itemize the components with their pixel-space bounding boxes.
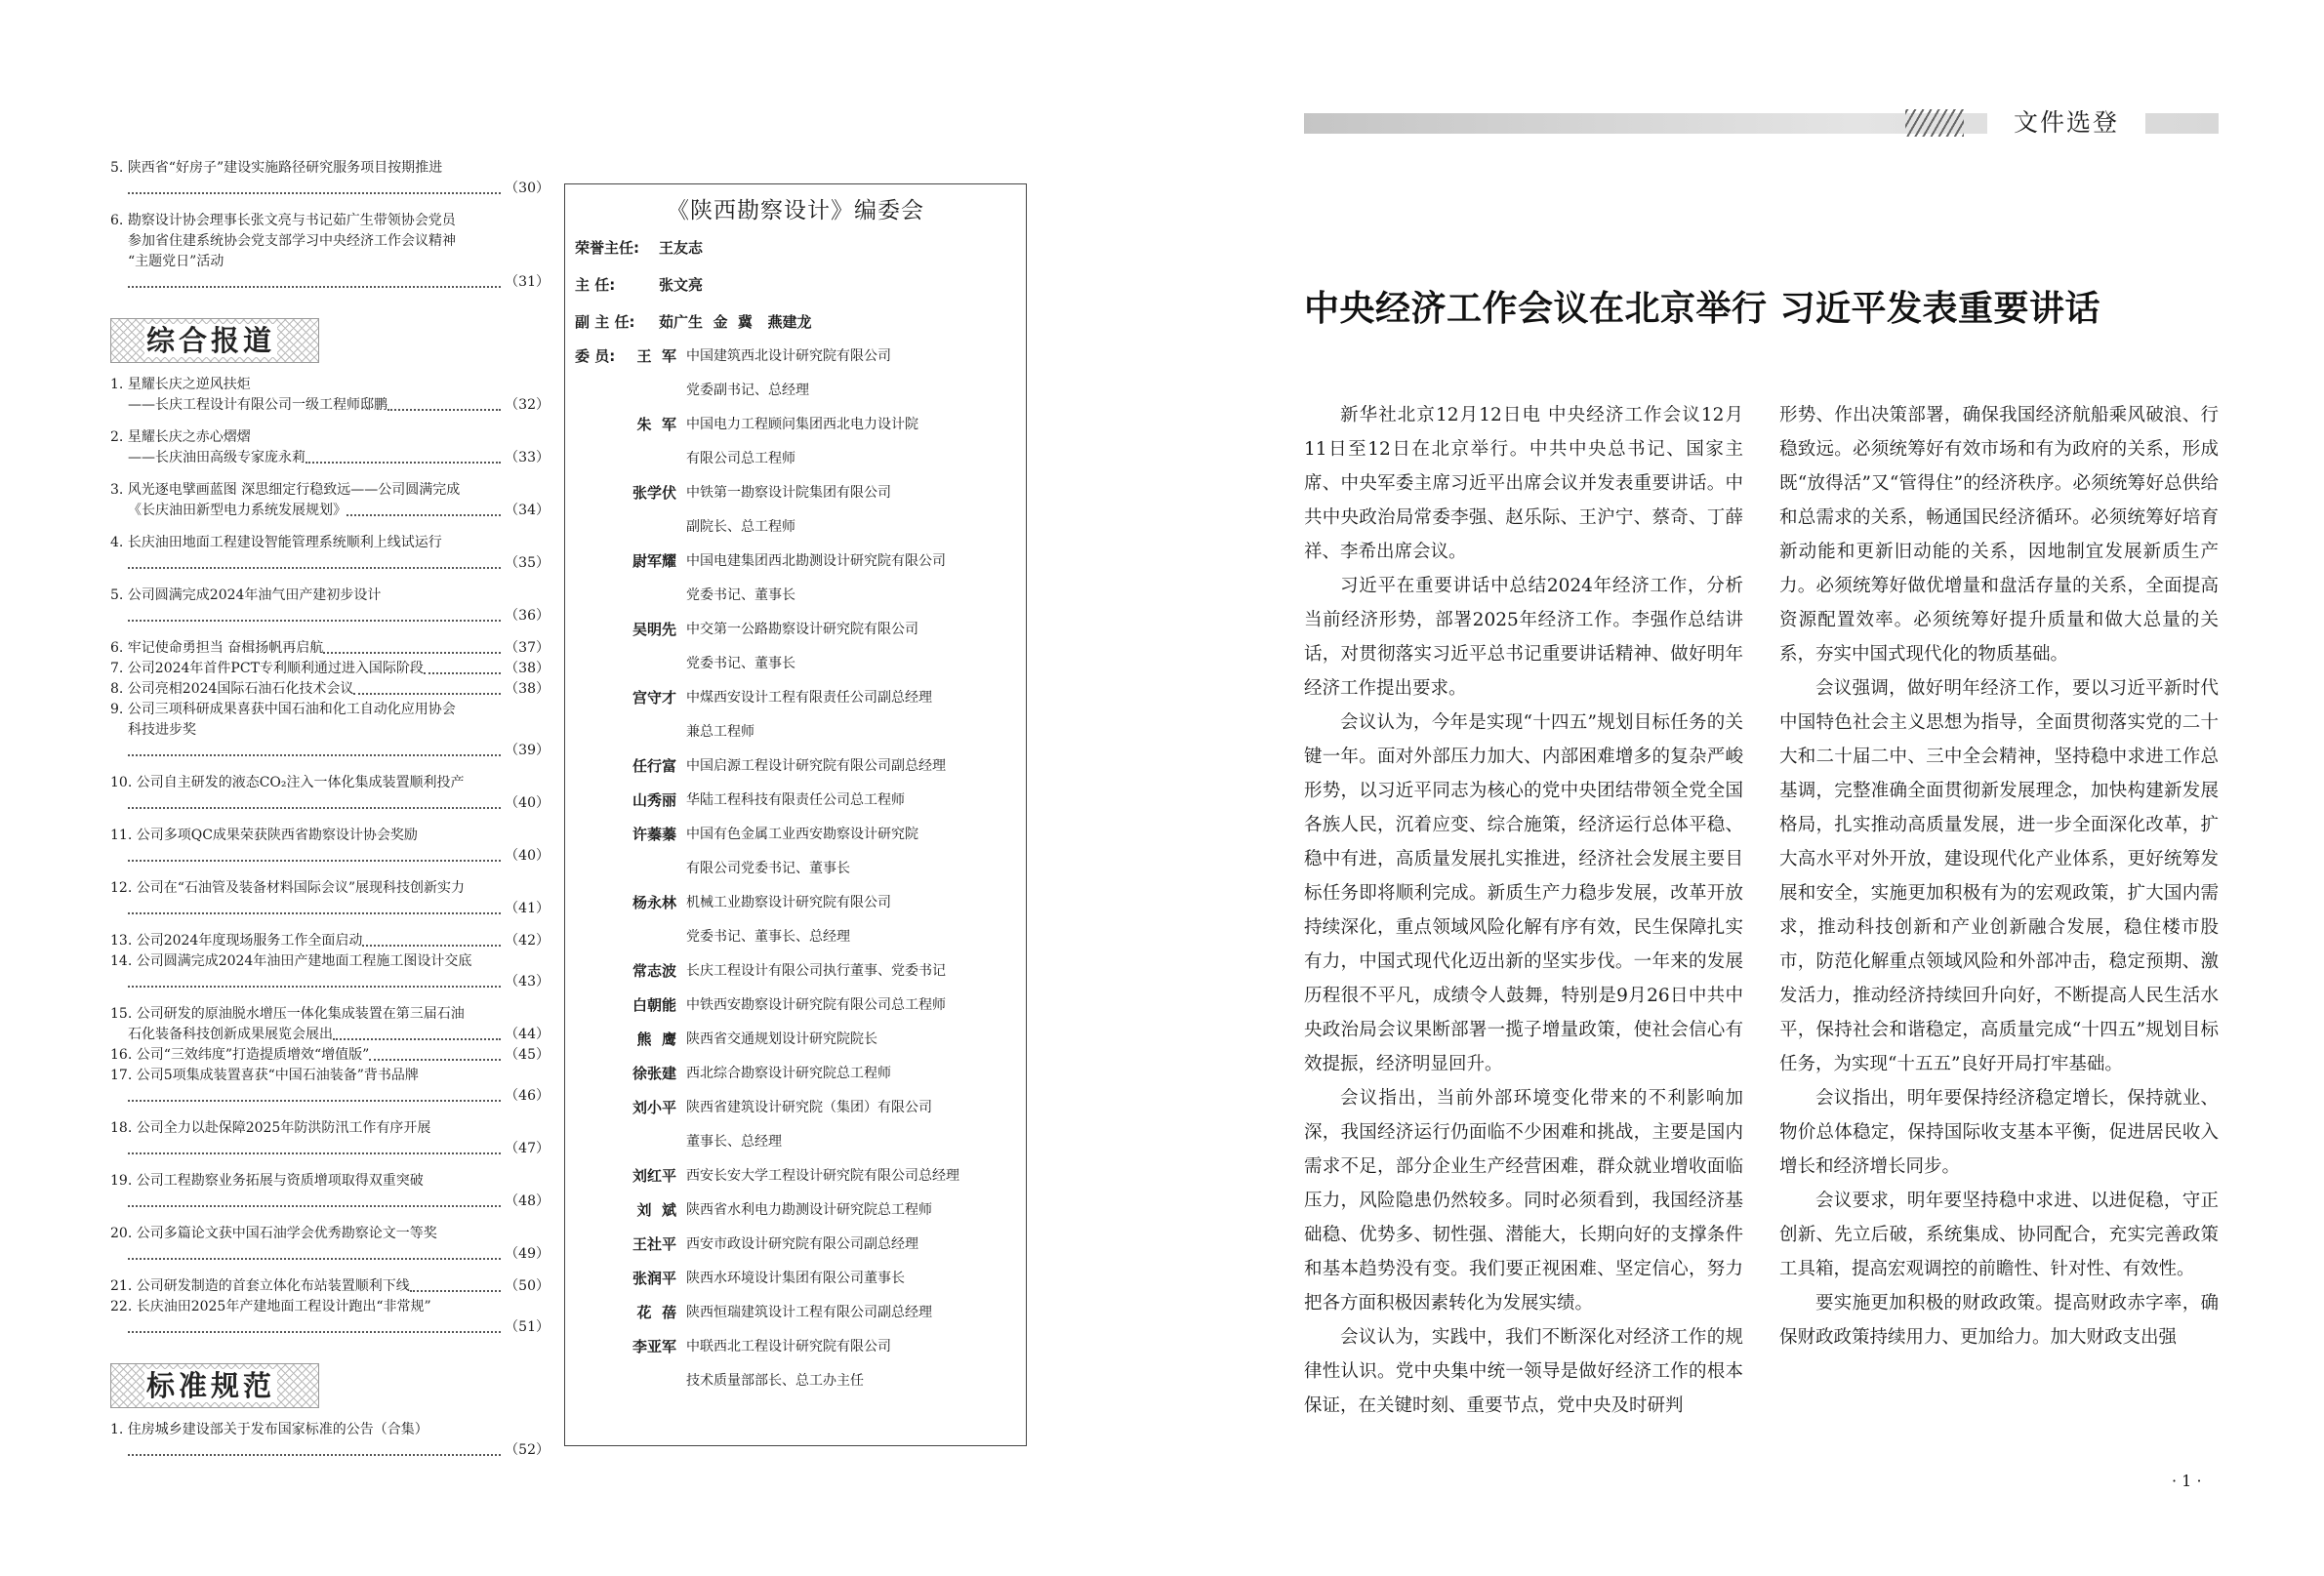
- member-name: 吴明先: [632, 621, 676, 638]
- toc-page-number: （32）: [505, 397, 550, 413]
- toc-page-number: （45）: [505, 1047, 550, 1063]
- dot-leader: [323, 651, 501, 654]
- board-member: [604, 1091, 1026, 1159]
- toc-entry: [110, 211, 550, 293]
- member-name: 刘小平: [632, 1099, 676, 1116]
- table-of-contents: [110, 158, 550, 1473]
- member-affiliation: 西安长安大学工程设计研究院有限公司总经理: [686, 1168, 959, 1184]
- person-name: 张文亮: [659, 276, 704, 294]
- board-member: [604, 1023, 1026, 1057]
- toc-entry-title: 19. 公司工程勘察业务拓展与资质增项取得双重突破: [110, 1173, 424, 1189]
- toc-entry-title: 1. 住房城乡建设部关于发布国家标准的公告（合集）: [110, 1422, 428, 1437]
- member-affiliation: 董事长、总经理: [686, 1134, 782, 1150]
- board-member: [604, 681, 1026, 749]
- dot-leader: [387, 408, 501, 411]
- toc-entry-title: 9. 公司三项科研成果喜获中国石油和化工自动化应用协会: [110, 702, 456, 717]
- board-member: [604, 340, 1026, 408]
- article-column-left: [1304, 398, 1743, 1423]
- toc-entry-row: [110, 846, 550, 867]
- board-member: [604, 1193, 1026, 1228]
- toc-entry-subtitle: ——长庆油田高级专家庞永莉: [128, 450, 306, 465]
- toc-entry-title: 参加省住建系统协会党支部学习中央经济工作会议精神: [128, 233, 456, 249]
- toc-entry-row: [110, 1276, 550, 1297]
- dot-leader: [128, 1330, 501, 1333]
- toc-entry-row: [110, 931, 550, 951]
- toc-entry-row: [110, 448, 550, 468]
- toc-entry-row: [110, 395, 550, 416]
- member-affiliation: 华陆工程科技有限责任公司总工程师: [686, 792, 905, 808]
- member-name: 熊 鹰: [636, 1030, 676, 1048]
- section-label: 文件选登: [1987, 105, 2145, 141]
- toc-entry-title: 21. 公司研发制造的首套立体化布站装置顺利下线: [110, 1278, 410, 1294]
- board-member: [604, 954, 1026, 989]
- paragraph: 会议认为，实践中，我们不断深化对经济工作的规律性认识。党中央集中统一领导是做好经济工作的根本保证，在关键时刻、重要节点，党中央及时研判: [1304, 1327, 1743, 1416]
- toc-entry-title: 石化装备科技创新成果展览会展出: [128, 1027, 333, 1042]
- member-affiliation: 陕西省交通规划设计研究院院长: [686, 1031, 877, 1047]
- toc-page-number: （46）: [505, 1088, 550, 1104]
- toc-entry-row: [110, 606, 550, 626]
- member-name: 花 蓓: [636, 1304, 676, 1321]
- member-name: 王 军: [636, 347, 676, 365]
- toc-entry: [110, 878, 550, 919]
- toc-page-number: （30）: [505, 181, 550, 196]
- member-name: 张学伏: [632, 484, 676, 502]
- toc-entry-title: 4. 长庆油田地面工程建设智能管理系统顺利上线试运行: [110, 535, 442, 550]
- member-affiliation: 有限公司总工程师: [686, 451, 795, 466]
- paragraph: 新华社北京12月12日电 中央经济工作会议12月11日至12日在北京举行。中共中央总书记、国家主席、中央军委主席习近平出席会议并发表重要讲话。中共中央政治局常委李强、赵乐际、王沪宁、蔡奇、丁薛祥、李希出席会议。: [1304, 405, 1743, 562]
- member-name: 尉军耀: [632, 552, 676, 570]
- member-name: 山秀丽: [632, 791, 676, 809]
- section-title: 标准规范: [146, 1369, 276, 1402]
- paragraph: 会议要求，明年要坚持稳中求进、以进促稳，守正创新、先立后破，系统集成、协同配合，充实完善政策工具箱，提高宏观调控的前瞻性、针对性、有效性。: [1779, 1191, 2219, 1279]
- toc-entry: [110, 1297, 550, 1338]
- toc-entry-row: [110, 501, 550, 521]
- board-member: [604, 749, 1026, 784]
- role-label: 荣誉主任:: [575, 239, 639, 257]
- toc-top-items: [110, 158, 550, 304]
- toc-entry-row: [110, 272, 550, 293]
- member-affiliation: 机械工业勘察设计研究院有限公司: [686, 895, 891, 910]
- toc-entry: [110, 773, 550, 814]
- member-affiliation: 中煤西安设计工程有限责任公司副总经理: [686, 690, 932, 706]
- paragraph: 会议强调，做好明年经济工作，要以习近平新时代中国特色社会主义思想为指导，全面贯彻落实党的二十大和二十届二中、三中全会精神，坚持稳中求进工作总基调，完整准确全面贯彻新发展理念，加快构建新发展格局，扎实推动高质量发展，进一步全面深化改革，扩大高水平对外开放，建设现代化产业体系，更好统筹发展和安全，实施更加积极有为的宏观政策，扩大国内需求，推动科技创新和产业创新融合发展，稳住楼市股市，防范化解重点领域风险和外部冲击，稳定预期、激发活力，推动经济持续回升向好，不断提高人民生活水平，保持社会和谐稳定，高质量完成“十四五”规划目标任务，为实现“十五五”良好开局打牢基础。: [1779, 678, 2219, 1074]
- role-label: 副 主 任:: [575, 313, 635, 331]
- toc-page-number: （49）: [505, 1246, 550, 1262]
- member-affiliation: 陕西省水利电力勘测设计研究院总工程师: [686, 1202, 932, 1218]
- toc-entry-row: [110, 1440, 550, 1461]
- toc-entry-row: [110, 741, 550, 761]
- person-name: 王友志: [659, 239, 704, 257]
- toc-entry-title: 17. 公司5项集成装置喜获“中国石油装备”背书品牌: [110, 1068, 419, 1083]
- member-affiliation: 陕西恒瑞建筑设计工程有限公司副总经理: [686, 1305, 932, 1320]
- toc-page-number: （41）: [505, 901, 550, 916]
- toc-page-number: （40）: [505, 795, 550, 811]
- toc-entry-row: [110, 1192, 550, 1212]
- toc-entry-title: 1. 星耀长庆之逆风扶炬: [110, 377, 251, 392]
- toc-entry: [110, 586, 550, 626]
- toc-entry-row: [110, 1086, 550, 1107]
- toc-page-number: （31）: [505, 274, 550, 290]
- board-member: [604, 1228, 1026, 1262]
- toc-entry-title: 3. 风光逐电擘画蓝图 深思细定行稳致远——公司圆满完成: [110, 482, 461, 498]
- member-affiliation: 兼总工程师: [686, 724, 754, 740]
- toc-page-number: （50）: [505, 1278, 550, 1294]
- director-row: [575, 275, 1026, 295]
- toc-entry-title: 13. 公司2024年度现场服务工作全面启动: [110, 933, 363, 949]
- toc-entry: [110, 638, 550, 659]
- paragraph: 习近平在重要讲话中总结2024年经济工作，分析当前经济形势，部署2025年经济工作。李强作总结讲话，对贯彻落实习近平总书记重要讲话精神、做好明年经济工作提出要求。: [1304, 576, 1743, 699]
- dot-leader: [306, 461, 501, 464]
- person-names: 茹广生 金 冀 燕建龙: [659, 313, 812, 331]
- toc-page-number: （38）: [505, 661, 550, 676]
- dot-leader: [347, 513, 501, 516]
- toc-entry: [110, 1066, 550, 1107]
- member-affiliation: 中国有色金属工业西安勘察设计研究院: [686, 827, 918, 842]
- member-name: 李亚军: [632, 1338, 676, 1355]
- board-member: [604, 613, 1026, 681]
- dot-leader: [128, 859, 501, 862]
- member-affiliation: 中国建筑西北设计研究院有限公司: [686, 348, 891, 364]
- toc-entry-title: 11. 公司多项QC成果荣获陕西省勘察设计协会奖励: [110, 828, 418, 843]
- toc-entry-subtitle: ——长庆工程设计有限公司一级工程师邸鹏: [128, 397, 387, 413]
- header-stripes: [1905, 109, 1964, 137]
- section-title: 综合报道: [146, 324, 276, 357]
- toc-page-number: （43）: [505, 974, 550, 990]
- board-member: [604, 886, 1026, 954]
- member-affiliation: 陕西省建筑设计研究院（集团）有限公司: [686, 1100, 932, 1115]
- member-affiliation: 中铁第一勘察设计院集团有限公司: [686, 485, 891, 501]
- member-name: 杨永林: [632, 894, 676, 911]
- member-name: 许蓁蓁: [632, 826, 676, 843]
- page-number: · 1 ·: [2172, 1472, 2202, 1490]
- toc-page-number: （34）: [505, 503, 550, 518]
- member-affiliation: 中铁西安勘察设计研究院有限公司总工程师: [686, 997, 946, 1013]
- dot-leader: [128, 191, 501, 194]
- toc-section2-items: [110, 1420, 550, 1473]
- member-name: 王社平: [632, 1235, 676, 1253]
- member-affiliation: 长庆工程设计有限公司执行董事、党委书记: [686, 963, 946, 979]
- member-affiliation: 副院长、总工程师: [686, 519, 795, 535]
- toc-entry-title: 16. 公司“三效纬度”打造提质增效“增值版”: [110, 1047, 370, 1063]
- toc-entry-row: [110, 553, 550, 574]
- board-member: [604, 408, 1026, 476]
- member-name: 宫守才: [632, 689, 676, 707]
- toc-entry: [110, 375, 550, 416]
- board-member: [604, 818, 1026, 886]
- toc-entry-title: 6. 勘察设计协会理事长张文亮与书记茹广生带领协会党员: [110, 213, 456, 228]
- member-affiliation: 有限公司党委书记、董事长: [686, 861, 850, 876]
- dot-leader: [362, 944, 501, 947]
- deputy-director-row: [575, 312, 1026, 332]
- member-name: 张润平: [632, 1270, 676, 1287]
- member-name: 白朝能: [632, 996, 676, 1014]
- toc-entry-title: 8. 公司亮相2024国际石油石化技术会议: [110, 681, 354, 697]
- dot-leader: [128, 985, 501, 988]
- dot-leader: [128, 1453, 501, 1456]
- board-member: [604, 784, 1026, 818]
- dot-leader: [128, 806, 501, 809]
- toc-entry: [110, 1224, 550, 1265]
- member-affiliation: 西安市政设计研究院有限公司副总经理: [686, 1236, 918, 1252]
- toc-entry-title: “主题党日”活动: [128, 254, 224, 269]
- member-name: 常志波: [632, 962, 676, 980]
- dot-leader: [369, 1058, 501, 1061]
- toc-page-number: （35）: [505, 555, 550, 571]
- toc-entry-title: 5. 陕西省“好房子”建设实施路径研究服务项目按期推进: [110, 160, 443, 176]
- toc-entry-title: 22. 长庆油田2025年产建地面工程设计跑出“非常规”: [110, 1299, 431, 1314]
- toc-entry: [110, 427, 550, 468]
- toc-entry-row: [110, 972, 550, 992]
- board-member: [604, 545, 1026, 613]
- toc-entry: [110, 1004, 550, 1045]
- member-affiliation: 中国电建集团西北勘测设计研究院有限公司: [686, 553, 946, 569]
- toc-entry-row: [110, 638, 550, 659]
- member-affiliation: 中国启源工程设计研究院有限公司副总经理: [686, 758, 946, 774]
- toc-entry-title: 科技进步奖: [128, 722, 196, 738]
- member-affiliation: 技术质量部部长、总工办主任: [686, 1373, 864, 1389]
- dot-leader: [128, 1204, 501, 1207]
- toc-page-number: （42）: [505, 933, 550, 949]
- role-label: 主 任:: [575, 276, 616, 294]
- board-member: [604, 476, 1026, 545]
- toc-page-number: （44）: [505, 1027, 550, 1042]
- dot-leader: [128, 285, 501, 288]
- toc-entry: [110, 1171, 550, 1212]
- role-label: 委 员:: [575, 347, 616, 365]
- toc-entry: [110, 931, 550, 951]
- toc-entry: [110, 1276, 550, 1297]
- toc-entry-title: 7. 公司2024年首件PCT专利顺利通过进入国际阶段: [110, 661, 424, 676]
- toc-entry: [110, 679, 550, 700]
- members-block: [565, 340, 1026, 1398]
- toc-entry: [110, 1118, 550, 1159]
- toc-page-number: （38）: [505, 681, 550, 697]
- member-affiliation: 中国电力工程顾问集团西北电力设计院: [686, 417, 918, 432]
- paragraph: 会议认为，今年是实现“十四五”规划目标任务的关键一年。面对外部压力加大、内部困难增多的复杂严峻形势，以习近平同志为核心的党中央团结带领全党全国各族人民，沉着应变、综合施策，经济运行总体平稳、稳中有进，高质量发展扎实推进，经济社会发展主要目标任务即将顺利完成。新质生产力稳步发展，改革开放持续深化，重点领域风险化解有序有效，民生保障扎实有力，中国式现代化迈出新的坚实步伐。一年来的发展历程很不平凡，成绩令人鼓舞，特别是9月26日中共中央政治局会议果断部署一揽子增量政策，使社会信心有效提振，经济明显回升。: [1304, 712, 1743, 1074]
- board-member: [604, 1330, 1026, 1398]
- toc-entry-row: [110, 1244, 550, 1265]
- dot-leader: [128, 1257, 501, 1260]
- toc-entry: [110, 1420, 550, 1461]
- dot-leader: [128, 1152, 501, 1154]
- board-title: 《陕西勘察设计》编委会: [667, 198, 924, 223]
- toc-entry-row: [110, 1139, 550, 1159]
- dot-leader: [333, 1037, 501, 1040]
- toc-entry-title: 6. 牢记使命勇担当 奋楫扬帆再启航: [110, 640, 324, 656]
- toc-entry-row: [110, 659, 550, 679]
- toc-entry-title: 2. 星耀长庆之赤心熠熠: [110, 429, 251, 445]
- dot-leader: [128, 566, 501, 569]
- toc-entry-row: [110, 679, 550, 700]
- member-name: 刘红平: [632, 1167, 676, 1185]
- section-heading-standards: [110, 1363, 319, 1408]
- paragraph: 会议指出，当前外部环境变化带来的不利影响加深，我国经济运行仍面临不少困难和挑战，主要是国内需求不足，部分企业生产经营困难，群众就业增收面临压力，风险隐患仍然较多。同时必须看到，我国经济基础稳、优势多、韧性强、潜能大，长期向好的支撑条件和基本趋势没有变。我们要正视困难、坚定信心，努力把各方面积极因素转化为发展实绩。: [1304, 1088, 1743, 1313]
- toc-entry: [110, 1045, 550, 1066]
- honorary-director-row: [575, 238, 1026, 258]
- article-headline: 中央经济工作会议在北京举行 习近平发表重要讲话: [1304, 289, 2101, 329]
- toc-entry: [110, 951, 550, 992]
- toc-page-number: （40）: [505, 848, 550, 864]
- toc-page-number: （36）: [505, 608, 550, 624]
- member-affiliation: 中联西北工程设计研究院有限公司: [686, 1339, 891, 1354]
- paragraph-continued: 形势、作出决策部署，确保我国经济航船乘风破浪、行稳致远。必须统筹好有效市场和有为政府的关系，形成既“放得活”又“管得住”的经济秩序。必须统筹好总供给和总需求的关系，畅通国民经济循环。必须统筹好培育新动能和更新旧动能的关系，因地制宜发展新质生产力。必须统筹好做优增量和盘活存量的关系，全面提高资源配置效率。必须统筹好提升质量和做大总量的关系，夯实中国式现代化的物质基础。: [1779, 405, 2219, 665]
- toc-entry-title: 12. 公司在“石油管及装备材料国际会议”展现科技创新实力: [110, 880, 466, 896]
- toc-page-number: （47）: [505, 1141, 550, 1156]
- toc-entry-row: [110, 1045, 550, 1066]
- member-name: 刘 斌: [636, 1201, 676, 1219]
- toc-entry-title: 18. 公司全力以赴保障2025年防洪防汛工作有序开展: [110, 1120, 431, 1136]
- member-affiliation: 党委书记、董事长、总经理: [686, 929, 850, 945]
- toc-entry-title: 20. 公司多篇论文获中国石油学会优秀勘察论文一等奖: [110, 1226, 437, 1241]
- toc-entry-row: [110, 793, 550, 814]
- toc-entry-row: [110, 179, 550, 199]
- toc-entry: [110, 826, 550, 867]
- board-member: [604, 1057, 1026, 1091]
- dot-leader: [424, 671, 501, 674]
- board-member: [604, 989, 1026, 1023]
- paragraph: 会议指出，明年要保持经济稳定增长，保持就业、物价总体稳定，保持国际收支基本平衡，促进居民收入增长和经济增长同步。: [1779, 1088, 2219, 1177]
- toc-page-number: （37）: [505, 640, 550, 656]
- dot-leader: [128, 911, 501, 914]
- dot-leader: [353, 692, 501, 695]
- member-affiliation: 中交第一公路勘察设计研究院有限公司: [686, 622, 918, 637]
- member-affiliation: 党委副书记、总经理: [686, 383, 809, 398]
- toc-entry: [110, 480, 550, 521]
- toc-entry-row: [110, 899, 550, 919]
- toc-entry-title: 10. 公司自主研发的液态CO₂注入一体化集成装置顺利投产: [110, 775, 465, 790]
- toc-page-number: （39）: [505, 743, 550, 758]
- editorial-board-box: [564, 183, 1027, 1446]
- board-member: [604, 1262, 1026, 1296]
- toc-page-number: （52）: [505, 1442, 550, 1458]
- member-affiliation: 党委书记、董事长: [686, 587, 795, 603]
- member-affiliation: 西北综合勘察设计研究院总工程师: [686, 1066, 891, 1081]
- toc-page-number: （33）: [505, 450, 550, 465]
- dot-leader: [128, 1099, 501, 1102]
- toc-entry-title: 5. 公司圆满完成2024年油气田产建初步设计: [110, 587, 382, 603]
- member-name: 徐张建: [632, 1065, 676, 1082]
- toc-entry: [110, 700, 550, 761]
- member-affiliation: 陕西水环境设计集团有限公司董事长: [686, 1271, 905, 1286]
- dot-leader: [128, 753, 501, 756]
- board-member: [604, 1296, 1026, 1330]
- member-affiliation: 党委书记、董事长: [686, 656, 795, 671]
- toc-entry: [110, 158, 550, 199]
- paragraph: 要实施更加积极的财政政策。提高财政赤字率，确保财政政策持续用力、更加给力。加大财政支出强: [1779, 1293, 2219, 1348]
- toc-entry: [110, 659, 550, 679]
- article-column-right: [1779, 398, 2219, 1354]
- toc-entry-row: [110, 1317, 550, 1338]
- section-heading-comprehensive: [110, 318, 319, 363]
- member-name: 朱 军: [636, 416, 676, 433]
- toc-entry-row: [110, 1025, 550, 1045]
- toc-section1-items: [110, 375, 550, 1350]
- dot-leader: [410, 1289, 501, 1292]
- toc-entry-subtitle: 《长庆油田新型电力系统发展规划》: [128, 503, 347, 518]
- member-name: 任行富: [632, 757, 676, 775]
- toc-page-number: （48）: [505, 1193, 550, 1209]
- toc-entry: [110, 533, 550, 574]
- toc-entry-title: 14. 公司圆满完成2024年油田产建地面工程施工图设计交底: [110, 953, 472, 969]
- board-member: [604, 1159, 1026, 1193]
- toc-page-number: （51）: [505, 1319, 550, 1335]
- toc-entry-title: 15. 公司研发的原油脱水增压一体化集成装置在第三届石油: [110, 1006, 465, 1022]
- dot-leader: [128, 619, 501, 622]
